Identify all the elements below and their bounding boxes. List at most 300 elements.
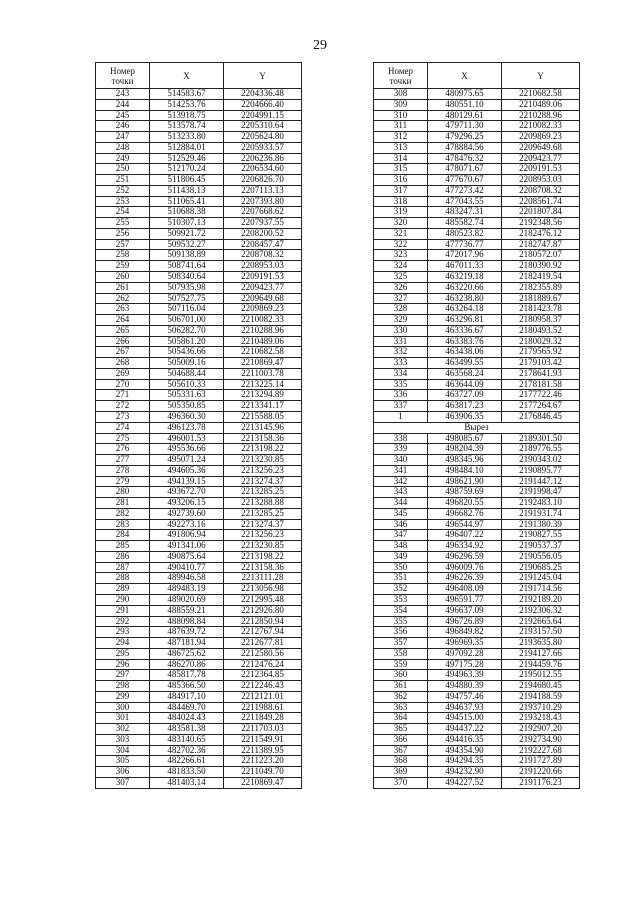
table-row [96,487,302,498]
y-cell: 2209423.77 [502,153,580,164]
table-row [374,196,580,207]
point-number-cell: 351 [374,573,428,584]
x-cell: 496969.35 [428,638,502,649]
y-cell: 2209649.68 [224,293,302,304]
table-row [374,756,580,767]
point-number-cell: 363 [374,702,428,713]
table-row [96,336,302,347]
table-row [96,132,302,143]
table-header-row [374,63,580,89]
x-cell: 494515.00 [428,713,502,724]
x-cell: 463499.55 [428,358,502,369]
table-row [374,411,580,422]
point-number-cell: 256 [96,228,150,239]
y-cell: 2190556.05 [502,551,580,562]
point-number-cell: 347 [374,530,428,541]
y-cell: 2211003.78 [224,368,302,379]
y-cell: 2181889.67 [502,293,580,304]
y-cell: 2190895.77 [502,465,580,476]
x-cell: 496296.59 [428,551,502,562]
y-cell: 2181423.78 [502,304,580,315]
table-row [96,99,302,110]
y-cell: 2212121.01 [224,691,302,702]
y-cell: 2194459.76 [502,659,580,670]
y-cell: 2206236.86 [224,153,302,164]
y-cell: 2210082.33 [224,315,302,326]
y-cell: 2176846.45 [502,411,580,422]
x-cell: 494880.39 [428,681,502,692]
table-row [374,315,580,326]
point-number-cell: 324 [374,261,428,272]
table-row [96,745,302,756]
point-number-cell: 298 [96,681,150,692]
y-cell: 2211049.70 [224,767,302,778]
x-cell: 478476.32 [428,153,502,164]
y-cell: 2178181.58 [502,379,580,390]
y-cell: 2192907.20 [502,724,580,735]
point-number-cell: 280 [96,487,150,498]
x-cell: 496001.53 [150,433,224,444]
x-cell: 485366.50 [150,681,224,692]
point-number-cell: 303 [96,734,150,745]
table-row [374,659,580,670]
point-number-cell: 337 [374,401,428,412]
table-row [374,347,580,358]
x-cell: 482702.36 [150,745,224,756]
y-cell: 2213198.22 [224,551,302,562]
point-number-cell: 315 [374,164,428,175]
point-number-cell: 264 [96,315,150,326]
y-cell: 2210288.96 [502,110,580,121]
table-row [96,411,302,422]
x-cell: 496726.89 [428,616,502,627]
x-cell: 483247.31 [428,207,502,218]
header-point-number: Номер точки [374,63,428,89]
y-cell: 2189301.50 [502,433,580,444]
section-row [374,422,580,433]
y-cell: 2192734.90 [502,734,580,745]
point-number-cell: 362 [374,691,428,702]
point-number-cell: 369 [374,767,428,778]
table-row [96,390,302,401]
x-cell: 480129.61 [428,110,502,121]
point-number-cell: 343 [374,487,428,498]
y-cell: 2180493.52 [502,325,580,336]
y-cell: 2212580.56 [224,648,302,659]
x-cell: 477670.67 [428,175,502,186]
y-cell: 2213274.37 [224,476,302,487]
point-number-cell: 258 [96,250,150,261]
point-number-cell: 326 [374,282,428,293]
y-cell: 2213294.89 [224,390,302,401]
x-cell: 477736.77 [428,239,502,250]
y-cell: 2210288.96 [224,325,302,336]
table-row [96,261,302,272]
y-cell: 2213158.36 [224,562,302,573]
x-cell: 489946.58 [150,573,224,584]
x-cell: 487181.94 [150,638,224,649]
point-number-cell: 293 [96,627,150,638]
y-cell: 2193635.80 [502,638,580,649]
y-cell: 2192483.10 [502,498,580,509]
point-number-cell: 322 [374,239,428,250]
point-number-cell: 368 [374,756,428,767]
point-number-cell: 334 [374,368,428,379]
point-number-cell: 279 [96,476,150,487]
y-cell: 2213230.85 [224,541,302,552]
x-cell: 505610.33 [150,379,224,390]
y-cell: 2213341.17 [224,401,302,412]
point-number-cell: 366 [374,734,428,745]
table-row [374,541,580,552]
y-cell: 2205933.57 [224,142,302,153]
x-cell: 463336.67 [428,325,502,336]
x-cell: 494437.22 [428,724,502,735]
coordinates-table-left [95,62,302,789]
point-number-cell: 320 [374,218,428,229]
y-cell: 2213274.37 [224,519,302,530]
table-row [374,250,580,261]
table-row [374,272,580,283]
table-row [374,616,580,627]
point-number-cell: 308 [374,89,428,100]
table-row [96,347,302,358]
point-number-cell: 268 [96,358,150,369]
table-row [96,584,302,595]
point-number-cell: 310 [374,110,428,121]
table-row [374,390,580,401]
y-cell: 2213256.23 [224,530,302,541]
x-cell: 463438.06 [428,347,502,358]
table-row [96,196,302,207]
table-row [96,89,302,100]
header-y: Y [502,63,580,89]
x-cell: 491341.06 [150,541,224,552]
y-cell: 2193218.43 [502,713,580,724]
y-cell: 2213288.88 [224,498,302,509]
table-row [96,250,302,261]
point-number-cell: 250 [96,164,150,175]
point-number-cell: 294 [96,638,150,649]
point-number-cell: 297 [96,670,150,681]
y-cell: 2212677.81 [224,638,302,649]
table-row [96,110,302,121]
point-number-cell: 365 [374,724,428,735]
table-row [374,734,580,745]
y-cell: 2212926.80 [224,605,302,616]
point-number-cell: 323 [374,250,428,261]
y-cell: 2207668.62 [224,207,302,218]
x-cell: 477273.42 [428,185,502,196]
y-cell: 2211988.61 [224,702,302,713]
point-number-cell: 247 [96,132,150,143]
header-x: X [428,63,502,89]
table-row [96,293,302,304]
x-cell: 479296.25 [428,132,502,143]
table-row [96,175,302,186]
x-cell: 494227.52 [428,778,502,789]
x-cell: 488098.84 [150,616,224,627]
table-row [96,605,302,616]
x-cell: 494354.90 [428,745,502,756]
table-row [374,498,580,509]
x-cell: 467011.33 [428,261,502,272]
x-cell: 514253.76 [150,99,224,110]
point-number-cell: 246 [96,121,150,132]
x-cell: 498759.69 [428,487,502,498]
x-cell: 463219.18 [428,272,502,283]
y-cell: 2207113.13 [224,185,302,196]
table-row [374,228,580,239]
point-number-cell: 252 [96,185,150,196]
x-cell: 505331.63 [150,390,224,401]
page-number: 29 [313,38,327,53]
x-cell: 507935.98 [150,282,224,293]
table-row [374,444,580,455]
x-cell: 496408.09 [428,584,502,595]
y-cell: 2191998.47 [502,487,580,498]
table-row [374,508,580,519]
x-cell: 504688.44 [150,368,224,379]
x-cell: 507527.75 [150,293,224,304]
x-cell: 481403.14 [150,778,224,789]
y-cell: 2213230.85 [224,455,302,466]
y-cell: 2213111.28 [224,573,302,584]
table-row [374,121,580,132]
point-number-cell: 254 [96,207,150,218]
y-cell: 2209649.68 [502,142,580,153]
table-row [96,691,302,702]
y-cell: 2194680.45 [502,681,580,692]
x-cell: 496849.82 [428,627,502,638]
table-row [374,336,580,347]
table-row [96,325,302,336]
point-number-cell: 330 [374,325,428,336]
y-cell: 2191714.56 [502,584,580,595]
x-cell: 487639.72 [150,627,224,638]
point-number-cell: 361 [374,681,428,692]
x-cell: 485817.78 [150,670,224,681]
table-row [374,627,580,638]
point-number-cell: 327 [374,293,428,304]
y-cell: 2192665.64 [502,616,580,627]
table-row [96,358,302,369]
x-cell: 479711.30 [428,121,502,132]
point-number-cell: 260 [96,272,150,283]
point-number-cell: 356 [374,627,428,638]
y-cell: 2192306.32 [502,605,580,616]
table-row [96,239,302,250]
x-cell: 497092.28 [428,648,502,659]
table-row [96,627,302,638]
x-cell: 463727.09 [428,390,502,401]
x-cell: 463264.18 [428,304,502,315]
table-row [96,551,302,562]
point-number-cell: 287 [96,562,150,573]
table-row [374,519,580,530]
y-cell: 2194188.59 [502,691,580,702]
point-number-cell: 245 [96,110,150,121]
x-cell: 496637.09 [428,605,502,616]
x-cell: 480551.10 [428,99,502,110]
y-cell: 2210682.58 [224,347,302,358]
point-number-cell: 349 [374,551,428,562]
x-cell: 510307.13 [150,218,224,229]
point-number-cell: 299 [96,691,150,702]
point-number-cell: 278 [96,465,150,476]
x-cell: 505009.16 [150,358,224,369]
point-number-cell: 261 [96,282,150,293]
table-row [96,422,302,433]
table-row [96,530,302,541]
x-cell: 463817.23 [428,401,502,412]
table-row [96,734,302,745]
table-row [96,616,302,627]
x-cell: 506282.70 [150,325,224,336]
y-cell: 2190685.25 [502,562,580,573]
point-number-cell: 290 [96,594,150,605]
point-number-cell: 259 [96,261,150,272]
point-number-cell: 273 [96,411,150,422]
point-number-cell: 289 [96,584,150,595]
point-number-cell: 344 [374,498,428,509]
x-cell: 494139.15 [150,476,224,487]
point-number-cell: 350 [374,562,428,573]
table-row [96,304,302,315]
y-cell: 2204991.15 [224,110,302,121]
x-cell: 490410.77 [150,562,224,573]
x-cell: 497175.28 [428,659,502,670]
table-row [374,99,580,110]
x-cell: 463383.76 [428,336,502,347]
x-cell: 463238.80 [428,293,502,304]
y-cell: 2182355.89 [502,282,580,293]
y-cell: 2193710.29 [502,702,580,713]
x-cell: 498204.39 [428,444,502,455]
x-cell: 498484.10 [428,465,502,476]
point-number-cell: 336 [374,390,428,401]
x-cell: 494637.93 [428,702,502,713]
x-cell: 494963.39 [428,670,502,681]
x-cell: 477043.55 [428,196,502,207]
point-number-cell: 272 [96,401,150,412]
point-number-cell: 265 [96,325,150,336]
table-row [96,519,302,530]
point-number-cell: 370 [374,778,428,789]
x-cell: 509138.89 [150,250,224,261]
y-cell: 2180572.07 [502,250,580,261]
table-row [96,185,302,196]
y-cell: 2212995.48 [224,594,302,605]
point-number-cell: 275 [96,433,150,444]
x-cell: 512529.46 [150,153,224,164]
table-row [374,594,580,605]
y-cell: 2182747.87 [502,239,580,250]
point-number-cell: 244 [96,99,150,110]
point-number-cell: 270 [96,379,150,390]
table-row [374,455,580,466]
x-cell: 489020.69 [150,594,224,605]
point-number-cell: 295 [96,648,150,659]
point-number-cell: 355 [374,616,428,627]
point-number-cell: 267 [96,347,150,358]
x-cell: 489483.19 [150,584,224,595]
y-cell: 2212476.24 [224,659,302,670]
table-row [374,164,580,175]
y-cell: 2211549.91 [224,734,302,745]
point-number-cell: 342 [374,476,428,487]
table-row [374,648,580,659]
table-row [374,368,580,379]
table-header-row [96,63,302,89]
table-row [96,218,302,229]
header-x: X [150,63,224,89]
table-row [374,239,580,250]
table-row [96,702,302,713]
table-row [96,476,302,487]
point-number-cell: 360 [374,670,428,681]
table-row [96,508,302,519]
y-cell: 2182419.54 [502,272,580,283]
x-cell: 480523.82 [428,228,502,239]
table-row [96,681,302,692]
y-cell: 2179103.42 [502,358,580,369]
y-cell: 2213256.23 [224,465,302,476]
x-cell: 478884.56 [428,142,502,153]
table-row [96,638,302,649]
x-cell: 513233.80 [150,132,224,143]
table-row [96,594,302,605]
y-cell: 2208561.74 [502,196,580,207]
table-row [96,713,302,724]
y-cell: 2213056.98 [224,584,302,595]
y-cell: 2211223.20 [224,756,302,767]
point-number-cell: 307 [96,778,150,789]
table-row [96,573,302,584]
point-number-cell: 257 [96,239,150,250]
x-cell: 495536.66 [150,444,224,455]
table-row [96,282,302,293]
x-cell: 508340.64 [150,272,224,283]
point-number-cell: 306 [96,767,150,778]
table-row [374,304,580,315]
y-cell: 2177264.67 [502,401,580,412]
table-row [374,530,580,541]
point-number-cell: 346 [374,519,428,530]
point-number-cell: 325 [374,272,428,283]
y-cell: 2190343.02 [502,455,580,466]
y-cell: 2177722.46 [502,390,580,401]
y-cell: 2211703.03 [224,724,302,735]
y-cell: 2180029.32 [502,336,580,347]
x-cell: 498085.67 [428,433,502,444]
x-cell: 511065.41 [150,196,224,207]
y-cell: 2211849.28 [224,713,302,724]
point-number-cell: 331 [374,336,428,347]
y-cell: 2191380.39 [502,519,580,530]
x-cell: 494757.46 [428,691,502,702]
x-cell: 496820.55 [428,498,502,509]
y-cell: 2178641.93 [502,368,580,379]
header-point-number: Номер точки [96,63,150,89]
y-cell: 2209191.53 [502,164,580,175]
point-number-cell: 329 [374,315,428,326]
y-cell: 2209423.77 [224,282,302,293]
y-cell: 2212850.94 [224,616,302,627]
y-cell: 2211389.95 [224,745,302,756]
table-row [374,175,580,186]
y-cell: 2213285.25 [224,508,302,519]
